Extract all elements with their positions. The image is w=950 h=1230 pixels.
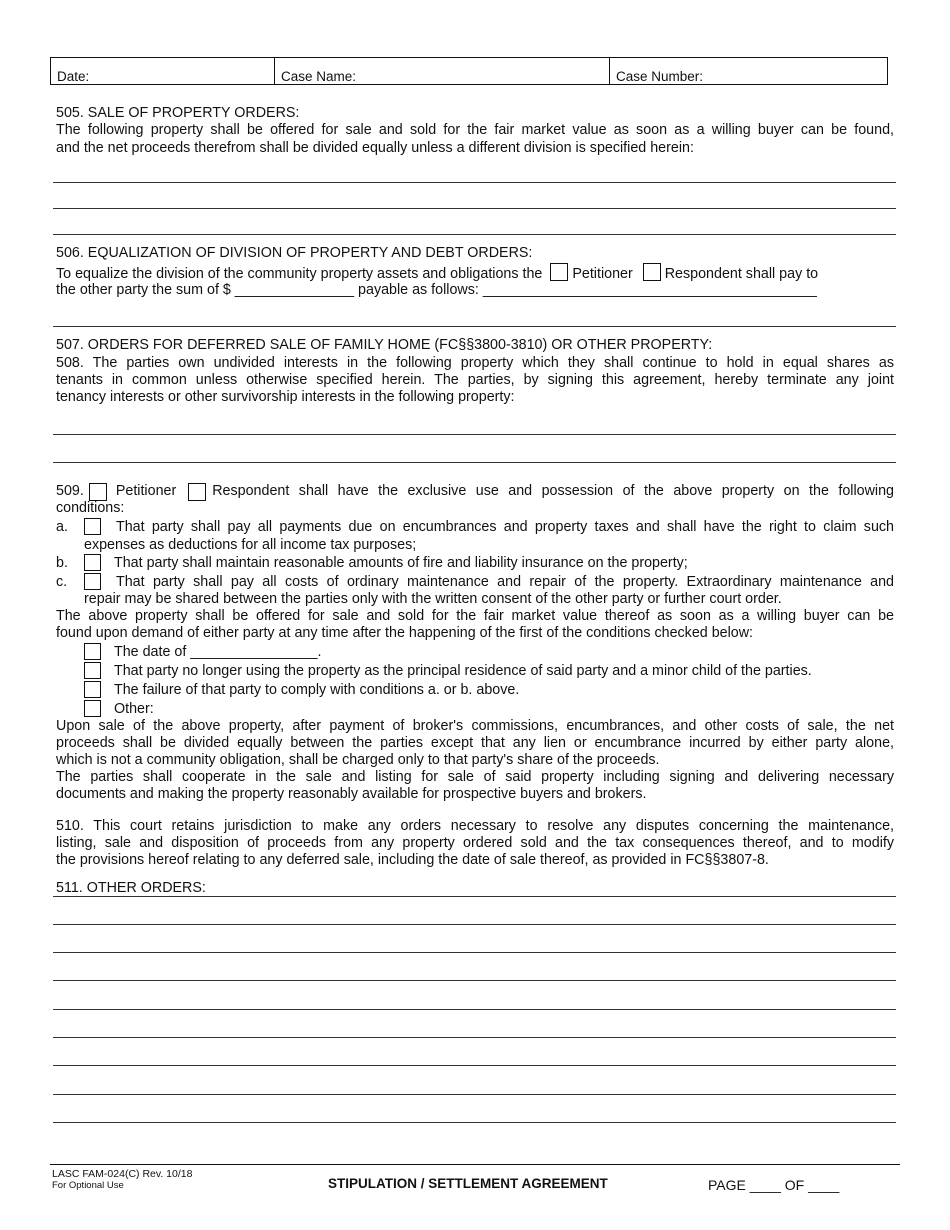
item-b-label: b.: [56, 555, 68, 571]
item-c-label: c.: [56, 574, 68, 590]
item-a-checkbox[interactable]: [84, 518, 101, 535]
cooperate-text: The parties shall cooperate in the sale and listing for sale of said property including signing and delivering necessary: [56, 769, 894, 785]
item-c-text: That party shall pay all costs of ordinary maintenance and repair of the property. Extraordinary maintenance and: [116, 574, 894, 590]
fill-line[interactable]: [53, 462, 896, 463]
section-509-line1: [56, 483, 894, 501]
section-506-heading: 506. EQUALIZATION OF DIVISION OF PROPERTY AND DEBT ORDERS:: [56, 245, 533, 261]
section-509-text: Respondent shall have the exclusive use and possession of the above property on the following: [212, 483, 894, 500]
section-506-text: To equalize the division of the community property assets and obligations the: [56, 266, 543, 282]
sale-text: The above property shall be offered for sale and sold for the fair market value thereof as soon as a willing buyer can be: [56, 608, 894, 624]
condition-residence-text: That party no longer using the property as the principal residence of said party and a minor child of the parties.: [114, 663, 812, 679]
item-c-checkbox[interactable]: [84, 573, 101, 590]
page-number: PAGE ____ OF ____: [708, 1177, 840, 1193]
fill-line[interactable]: [53, 952, 896, 953]
condition-failure-checkbox[interactable]: [84, 681, 101, 698]
condition-date-text: The date of ________________.: [114, 644, 322, 660]
section-506-line1: [56, 263, 894, 283]
item-b-checkbox[interactable]: [84, 554, 101, 571]
fill-line[interactable]: [53, 182, 896, 183]
fill-line[interactable]: [53, 1065, 896, 1066]
fill-line[interactable]: [53, 326, 896, 327]
section-509-text: conditions:: [56, 500, 125, 516]
section-505-text: and the net proceeds therefrom shall be divided equally unless a different division is specified herein:: [56, 140, 694, 156]
respondent-checkbox[interactable]: [643, 263, 661, 281]
case-name-field[interactable]: [275, 58, 610, 84]
footer-divider: [50, 1164, 900, 1165]
upon-sale-text: Upon sale of the above property, after payment of broker's commissions, encumbrances, and other costs of sale, the net: [56, 718, 894, 734]
condition-other-checkbox[interactable]: [84, 700, 101, 717]
condition-other-text: Other:: [114, 701, 154, 717]
fill-line[interactable]: [53, 434, 896, 435]
petitioner-checkbox[interactable]: [89, 483, 107, 501]
item-b-text: That party shall maintain reasonable amounts of fire and liability insurance on the property;: [114, 555, 688, 571]
section-505-text: The following property shall be offered for sale and sold for the fair market value as soon as a willing buyer can be found,: [56, 122, 894, 138]
upon-sale-text: which is not a community obligation, shall be charged only to that party's share of the proceeds.: [56, 752, 660, 768]
case-number-label: Case Number:: [616, 69, 704, 84]
fill-line[interactable]: [53, 234, 896, 235]
optional-use-note: For Optional Use: [52, 1180, 124, 1191]
section-508-text: 508. The parties own undivided interests in the following property which they shall continue to hold in equal shares as: [56, 355, 894, 371]
fill-line[interactable]: [53, 1037, 896, 1038]
form-id: LASC FAM-024(C) Rev. 10/18: [52, 1168, 193, 1180]
item-a-text: That party shall pay all payments due on encumbrances and property taxes and shall have the right to claim such: [116, 519, 894, 535]
form-title: STIPULATION / SETTLEMENT AGREEMENT: [328, 1176, 608, 1191]
section-508-text: tenancy interests or other survivorship interests in the following property:: [56, 389, 515, 405]
case-name-label: Case Name:: [281, 69, 357, 84]
case-number-field[interactable]: [610, 58, 886, 84]
fill-line[interactable]: [53, 1122, 896, 1123]
date-field[interactable]: [51, 58, 275, 84]
respondent-checkbox[interactable]: [188, 483, 206, 501]
item-a-label: a.: [56, 519, 68, 535]
petitioner-checkbox[interactable]: [550, 263, 568, 281]
section-509-number: 509.: [56, 483, 84, 500]
section-508-text: tenants in common unless otherwise specified herein. The parties, by signing this agreement, hereby terminate any joint: [56, 372, 894, 388]
section-510-text: 510. This court retains jurisdiction to make any orders necessary to resolve any disputes concerning the maintenance,: [56, 818, 894, 834]
fill-line[interactable]: [53, 1094, 896, 1095]
section-505-heading: 505. SALE OF PROPERTY ORDERS:: [56, 105, 300, 121]
date-label: Date:: [57, 69, 90, 84]
section-507-heading: 507. ORDERS FOR DEFERRED SALE OF FAMILY HOME (FC§§3800-3810) OR OTHER PROPERTY:: [56, 337, 713, 353]
section-506-text: Respondent shall pay to: [664, 266, 819, 282]
fill-line[interactable]: [53, 924, 896, 925]
fill-line[interactable]: [53, 1009, 896, 1010]
section-511-heading: 511. OTHER ORDERS:: [56, 880, 206, 896]
petitioner-label: Petitioner: [572, 266, 633, 282]
fill-line[interactable]: [53, 896, 896, 897]
condition-residence-checkbox[interactable]: [84, 662, 101, 679]
item-a-text: expenses as deductions for all income tax purposes;: [84, 537, 417, 553]
sale-text: found upon demand of either party at any time after the happening of the first of the conditions checked below:: [56, 625, 754, 641]
fill-line[interactable]: [53, 208, 896, 209]
section-510-text: the provisions hereof relating to any deferred sale, including the date of sale thereof, as provided in FC§§3807-8.: [56, 852, 769, 868]
item-c-text: repair may be shared between the parties only with the written consent of the other party or further court order.: [84, 591, 782, 607]
condition-date-checkbox[interactable]: [84, 643, 101, 660]
section-510-text: listing, sale and disposition of proceeds from any property ordered sold and the tax consequences thereof, and to modify: [56, 835, 894, 851]
condition-failure-text: The failure of that party to comply with conditions a. or b. above.: [114, 682, 520, 698]
cooperate-text: documents and making the property reasonably available for prospective buyers and brokers.: [56, 786, 647, 802]
case-header-table: [50, 57, 888, 85]
section-506-text: the other party the sum of $ _______________ payable as follows: __________________________________________: [56, 282, 817, 298]
fill-line[interactable]: [53, 980, 896, 981]
upon-sale-text: proceeds shall be divided equally between the parties except that any lien or encumbrance incurred by either party alone,: [56, 735, 894, 751]
petitioner-label: Petitioner: [115, 483, 177, 500]
